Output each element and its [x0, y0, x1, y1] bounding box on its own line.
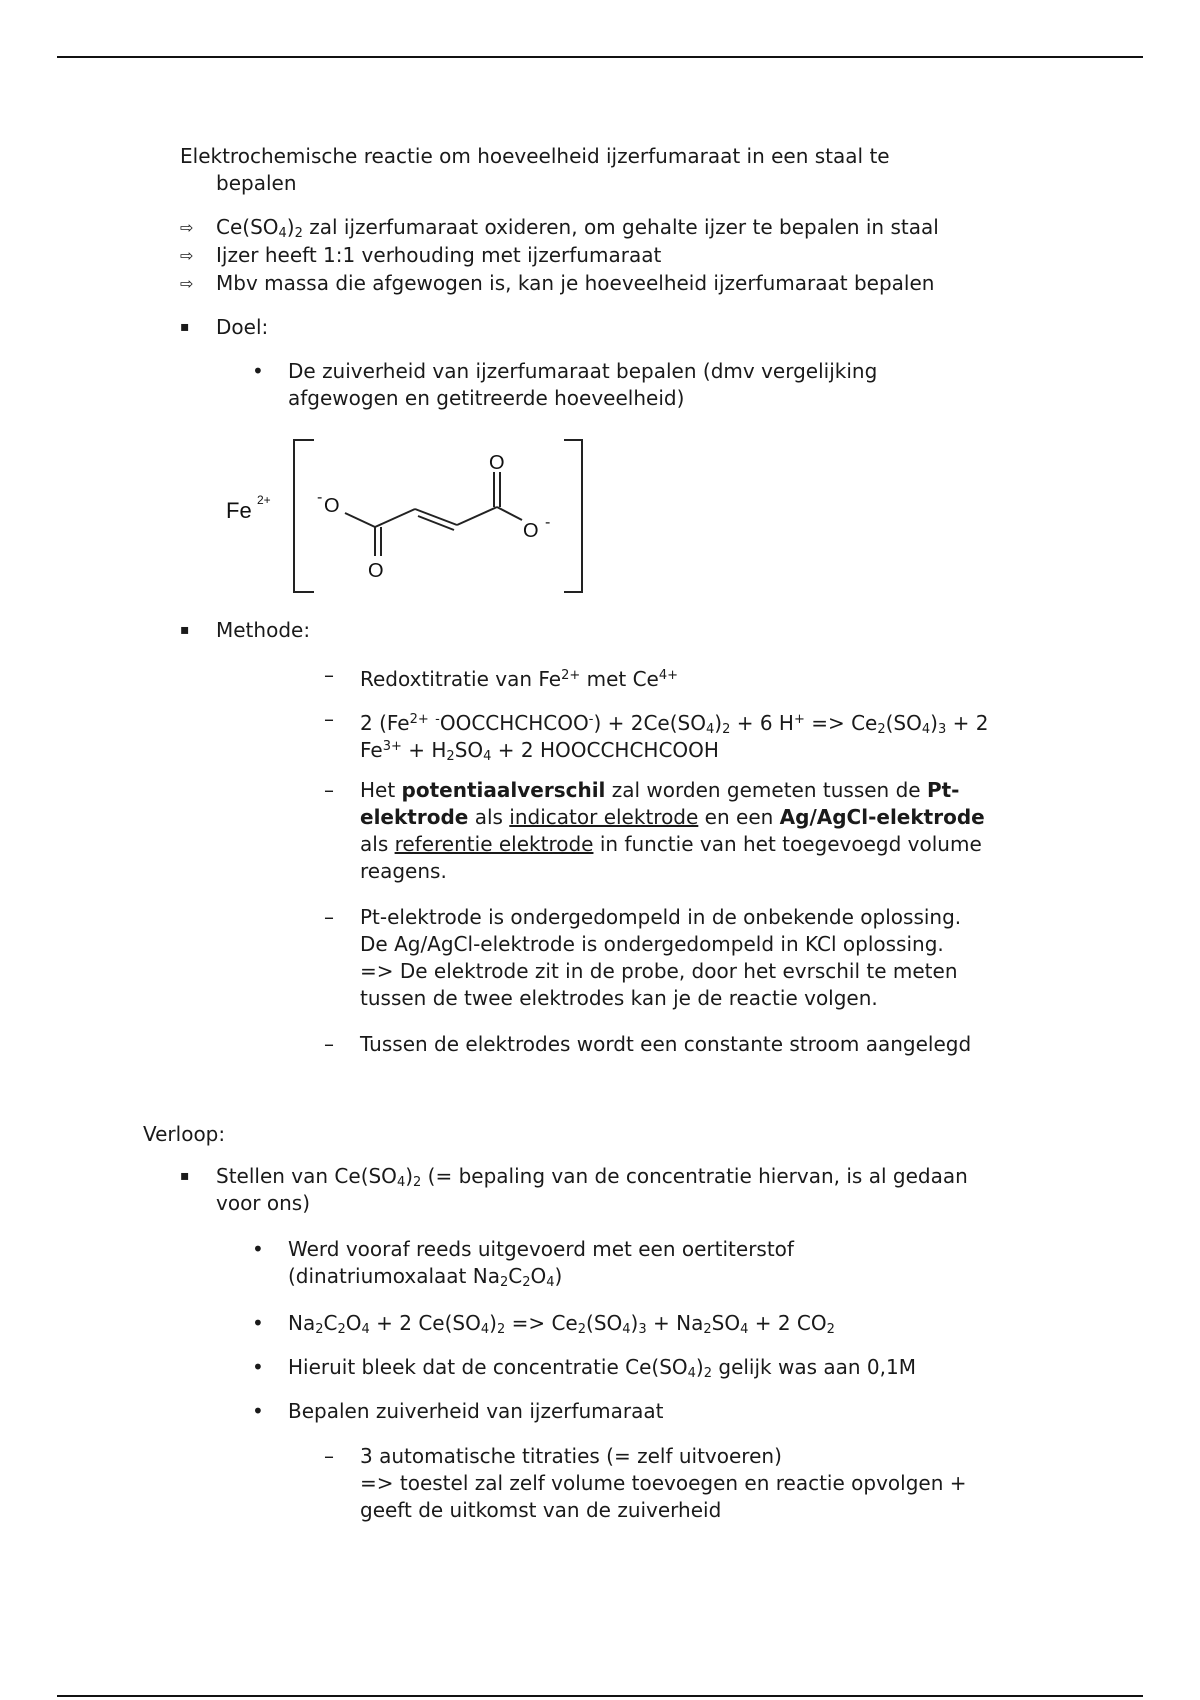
verloop-dash-1-line-1: 3 automatische titraties (= zelf uitvoeren): [360, 1444, 782, 1468]
o-left-charge: -: [317, 489, 323, 506]
verloop-sub-2: $Na_2C_2O_4 + 2$ $Ce(SO_4)_2 => Ce_2(SO_4)_3 + Na_2SO_4 + 2$ $CO_2$: [288, 1311, 835, 1337]
bullet-icon: •: [252, 1355, 264, 1379]
arrow-item-1: $Ce(SO_4)_2$ zal ijzerfumaraat oxideren, om gehalte ijzer te bepalen in staal: [216, 215, 939, 241]
arrow-icon: ⇨: [180, 246, 194, 265]
verloop-sub-1-line-1: Werd vooraf reeds uitgevoerd met een oertiterstof: [288, 1237, 794, 1261]
o-right-charge: -: [545, 514, 551, 531]
methode-item-3-line-4: reagens.: [360, 859, 447, 883]
methode-item-4-line-2: De Ag/AgCl-elektrode is ondergedompeld in KCl oplossing.: [360, 932, 944, 956]
arrow-icon: ⇨: [180, 218, 194, 237]
arrow-icon: ⇨: [180, 274, 194, 293]
bullet-icon: •: [252, 1399, 264, 1423]
dash-icon: –: [324, 1444, 334, 1468]
dash-icon: –: [324, 905, 334, 929]
methode-item-3-line-2: elektrode als indicator elektrode en een Ag/AgCl-elektrode: [360, 805, 985, 829]
verloop-item-1-line-2: voor ons): [216, 1191, 311, 1215]
verloop-dash-1-line-3: geeft de uitkomst van de zuiverheid: [360, 1498, 722, 1522]
arrow-item-3: Mbv massa die afgewogen is, kan je hoeveelheid ijzerfumaraat bepalen: [216, 271, 935, 295]
bullet-icon: •: [252, 1311, 264, 1335]
left-bracket: [294, 440, 314, 592]
o-bottom: O: [368, 560, 384, 582]
fe-charge: 2+: [257, 493, 271, 507]
arrow-item-2: Ijzer heeft 1:1 verhouding met ijzerfumaraat: [216, 243, 662, 267]
verloop-item-1-line-1: Stellen van $Ce(SO_4)_2$ (= bepaling van de concentratie hiervan, is al gedaan: [216, 1164, 968, 1190]
square-bullet-icon: ▪: [180, 319, 190, 335]
dash-icon: –: [324, 1032, 334, 1056]
o-top: O: [489, 452, 505, 474]
intro-line-2: bepalen: [216, 171, 297, 195]
verloop-label: Verloop:: [143, 1122, 226, 1146]
doel-label: Doel:: [216, 315, 269, 339]
bond: [345, 513, 375, 527]
dash-icon: –: [324, 778, 334, 802]
methode-item-1: Redoxtitratie van $Fe^{2+}$ met $Ce^{4+}$: [360, 667, 679, 691]
top-rule: [57, 56, 1143, 58]
methode-item-2-line-2: $Fe^{3+} + H_2SO_4 + 2$ HOOCCHCHCOOH: [360, 738, 719, 764]
o-left: O: [324, 495, 340, 517]
dash-icon: –: [324, 663, 334, 687]
right-bracket: [564, 440, 582, 592]
dash-icon: –: [324, 707, 334, 731]
bond: [375, 509, 415, 527]
doel-line-2: afgewogen en getitreerde hoeveelheid): [288, 386, 685, 410]
bottom-rule: [57, 1695, 1143, 1697]
intro-line-1: Elektrochemische reactie om hoeveelheid ijzerfumaraat in een staal te: [180, 144, 890, 168]
methode-item-4-line-3: => De elektrode zit in de probe, door het evrschil te meten: [360, 959, 958, 983]
iron-fumarate-structure: [210, 432, 590, 602]
bullet-icon: •: [252, 359, 264, 383]
bond: [418, 516, 454, 530]
bullet-icon: •: [252, 1237, 264, 1261]
square-bullet-icon: ▪: [180, 622, 190, 638]
verloop-sub-3: Hieruit bleek dat de concentratie $Ce(SO_4)_2$ gelijk was aan 0,1M: [288, 1355, 916, 1381]
o-right: O: [523, 520, 539, 542]
methode-item-4-line-4: tussen de twee elektrodes kan je de reactie volgen.: [360, 986, 878, 1010]
bond: [497, 507, 522, 520]
methode-item-2-line-1: 2 ($Fe^{2+}$ -OOCCHCHCOO-) + $2Ce(SO_4)_2 + 6$ $H^+ => Ce_2(SO_4)_3 + 2$: [360, 711, 989, 737]
methode-label: Methode:: [216, 618, 311, 642]
verloop-dash-1-line-2: => toestel zal zelf volume toevoegen en reactie opvolgen +: [360, 1471, 967, 1495]
methode-item-3-line-1: Het potentiaalverschil zal worden gemeten tussen de Pt-: [360, 778, 960, 802]
methode-item-4-line-1: Pt-elektrode is ondergedompeld in de onbekende oplossing.: [360, 905, 962, 929]
verloop-sub-4: Bepalen zuiverheid van ijzerfumaraat: [288, 1399, 664, 1423]
square-bullet-icon: ▪: [180, 1168, 190, 1184]
verloop-sub-1-line-2: (dinatriumoxalaat $Na_2C_2O_4$): [288, 1264, 563, 1290]
methode-item-5: Tussen de elektrodes wordt een constante stroom aangelegd: [360, 1032, 972, 1056]
fe-label: Fe: [226, 498, 252, 523]
methode-item-3-line-3: als referentie elektrode in functie van het toegevoegd volume: [360, 832, 982, 856]
doel-line-1: De zuiverheid van ijzerfumaraat bepalen (dmv vergelijking: [288, 359, 878, 383]
bond: [457, 507, 497, 525]
